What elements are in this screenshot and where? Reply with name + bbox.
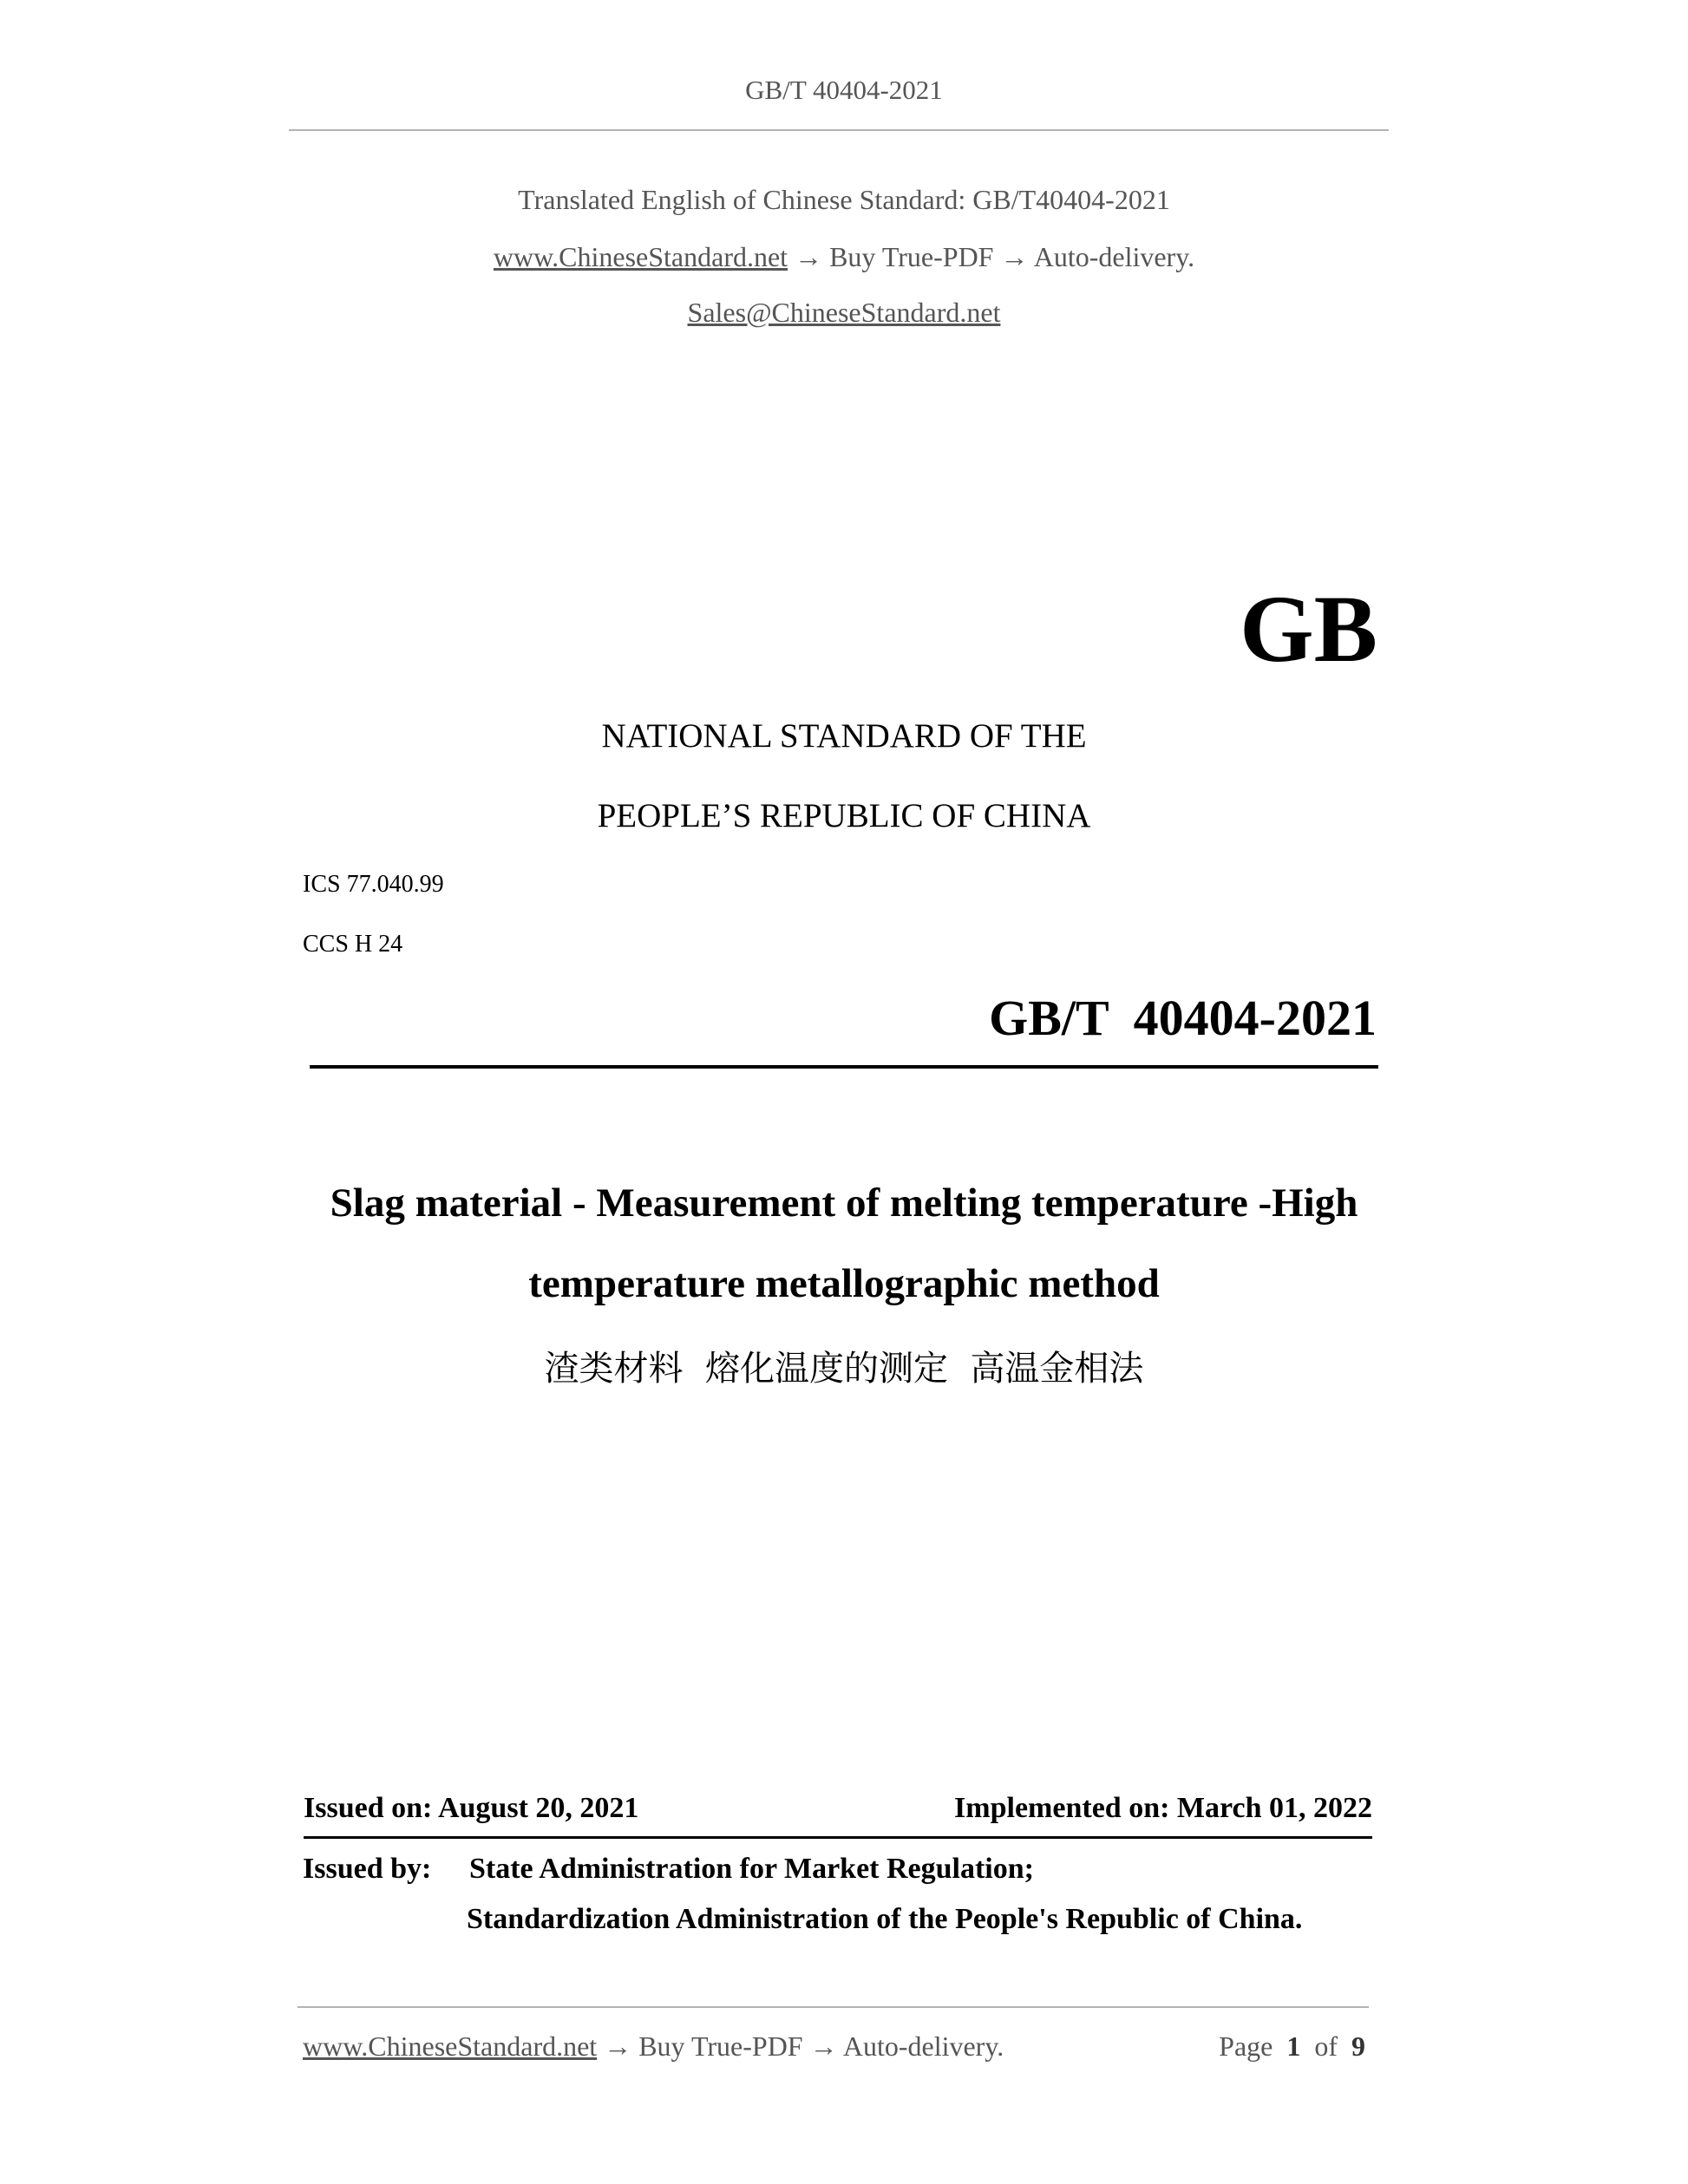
translation-notice: Translated English of Chinese Standard: GB/T40404-2021	[518, 184, 1170, 215]
footer-purchase-line	[303, 2030, 1004, 2063]
ics-code: ICS 77.040.99	[303, 871, 444, 898]
issuer-line-1: State Administration for Market Regulation;	[469, 1853, 1034, 1885]
footer-site-link[interactable]: www.ChineseStandard.net	[303, 2030, 598, 2062]
site-link[interactable]: www.ChineseStandard.net	[493, 241, 788, 272]
dates-rule	[304, 1836, 1372, 1839]
footer-divider	[298, 2006, 1369, 2008]
purchase-line	[0, 241, 1688, 273]
sales-email-link[interactable]: Sales@ChineseStandard.net	[687, 297, 1001, 328]
page-label: Page	[1219, 2030, 1273, 2062]
title-chinese: 渣类材料 熔化温度的测定 高温金相法	[544, 1349, 1144, 1389]
national-standard-line-2: PEOPLE’S REPUBLIC OF CHINA	[597, 797, 1091, 834]
gb-mark: GB	[1240, 576, 1377, 682]
footer-purchase-text: → Buy True-PDF → Auto-delivery.	[597, 2030, 1004, 2062]
issuer-line-2: Standardization Administration of the People's Republic of China.	[467, 1903, 1303, 1935]
page-number: 1	[1286, 2030, 1301, 2062]
header-divider	[289, 129, 1389, 131]
national-standard-line-1: NATIONAL STANDARD OF THE	[601, 717, 1087, 755]
standard-number-rule	[310, 1065, 1378, 1069]
implemented-on-date: Implemented on: March 01, 2022	[954, 1792, 1372, 1824]
ccs-code: CCS H 24	[303, 931, 403, 958]
purchase-text: → Buy True-PDF → Auto-delivery.	[788, 241, 1195, 272]
issued-by-label: Issued by:	[303, 1853, 432, 1885]
issued-on-date: Issued on: August 20, 2021	[304, 1792, 639, 1824]
running-header: GB/T 40404-2021	[745, 75, 943, 105]
page-total: 9	[1351, 2030, 1365, 2062]
page-indicator	[1219, 2030, 1365, 2063]
email-line	[0, 297, 1688, 329]
of-label: of	[1314, 2030, 1338, 2062]
title-english-line-1: Slag material - Measurement of melting temperature -High	[330, 1180, 1358, 1226]
standard-number: GB/T 40404-2021	[989, 990, 1377, 1046]
title-english-line-2: temperature metallographic method	[528, 1261, 1160, 1306]
